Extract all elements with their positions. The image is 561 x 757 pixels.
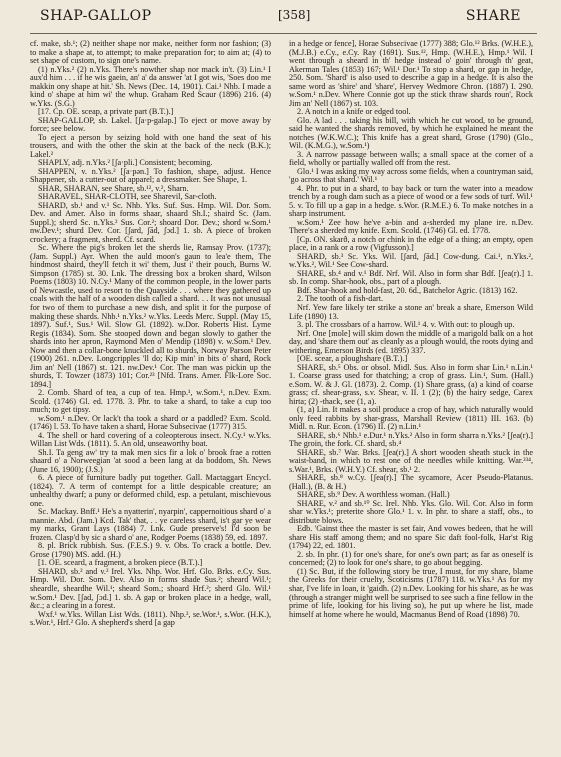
dictionary-paragraph: 8. pl. Brick rubbish. Sus. (F.E.S.) 9. v. Obs. To crack a bottle. Dev. Grose (1790) MS. add. (H.)	[30, 541, 271, 559]
dictionary-paragraph: SHAPLY, adj. n.Yks.² [ʃa·pli.] Consistent; becoming.	[38, 158, 213, 168]
dictionary-paragraph: SHAP-GALLOP, sb. Lakel. [ʃa·p-galəp.] To eject or move away by force; see below.	[30, 115, 271, 134]
dictionary-paragraph: SHARE, sb.⁸ w.Cy. [ʃea(r).] The sycamore, Acer Pseudo-Platanus. (Hall.), (B. & H.)	[289, 473, 533, 491]
dictionary-paragraph: 3. A narrow passage between walls; a small space at the corner of a field, wholly or partially walled off from the rest.	[289, 149, 533, 168]
dictionary-paragraph: cf. make, sb.¹; (2) neither shape nor make, neither form nor fashion; (3) to make a shape at, to attempt; to make preparation for; to aim at; (4) to set shape of custom, to sign one's name.	[30, 40, 271, 66]
dictionary-paragraph: Edb. 'Gainst thee the master is set fair, And vowes bedeen, that he will share His staff among them; and no spare Sic daft fool-folk, Har'st Rig (1794) 22, ed. 1801.	[289, 524, 533, 551]
dictionary-paragraph: 6. A piece of furniture badly put together. Gall. Mactaggart Encycl. (1824). 7. A term of contempt for a little despicable creature; an unhealthy dwarf; a puny or deformed child, esp. a petulant, mischievous one.	[30, 473, 271, 508]
dictionary-paragraph: Sc. Where the pig's broken let the sherds lie, Ramsay Prov. (1737); (Jam. Suppl.) Ayr. When the auld moon's gaun to lea'e them, The hindmost shaird, they'll fetch it wi' them, Just i' their pouch, Burns W. Simpson (1785) st. 30. Lnk. The dressing box a broken shard, Wilson Poems (1803) 10. N.Cy.¹ Many of the common people, in the lower parts of Newcastle, used to resort to the Quayside . . . where they gathered up coals with the half of a wooden dish called a shard. . . It was not unusual for two of them to purchase a new dish, and split it for the purpose of making these shards. Nhb.¹ n.Yks.² w.Yks. Leeds Merc. Suppl. (May 15, 1897). Suf.¹, Sus.¹ Wil. Slow Gl. (1892). w.Dor. Roberts Hist. Lyme Regis (1834). Som. She stooped down and began slowly to gather the shards into her apron, Raymond Men o' Mendip (1898) v. w.Som.¹ Dev. Now and then a collar-bone knuckled all to shurds, Norway Parson Peter (1900) 261. n.Dev. Longcripples 'll do; Kip min' in bits o' shard, Rock Jim an' Nell (1867) st. 121. nw.Dev.¹ Cor. The man was pickin up the shurds, T. Towzer (1873) 101; Cor.²³ [Nfd. Trans. Amer. Flk-Lore Soc. 1894.]	[30, 243, 271, 389]
dictionary-paragraph: w.Som.¹ Zee how he've a-bin and a-sherded my plane ire. n.Dev. There's a sherded my knife. Exm. Scold. (1746) Gl. ed. 1778.	[289, 217, 533, 236]
header-left-guideword: SHAP-GALLOP	[40, 8, 152, 24]
dictionary-paragraph: Nrf. One [mole] will skim down the middle of a marigold balk on a hot day, and 'share them out' as cleanly as a plough would, the roots dying and withering, Emerson Birds (ed. 1895) 337.	[289, 328, 533, 355]
dictionary-paragraph: Bdf. Shar-hook and hold-fast, 20. 6d., Batchelor Agric. (1813) 162.	[297, 285, 518, 295]
dictionary-paragraph: SHARD, sb.² and v.² Irel. Yks. Nhp. Wor. Hrf. Glo. Brks. e.Cy. Sus. Hmp. Wil. Dor. Som. Dev. Also in forms shade Sus.²; sheard Wil.¹; sheardle, sheardhe Wil.¹; sheard Som.; shoard Hrf.²; sherd Glo. Wil.¹ w.Som.¹ Dev. [ʃad, ʃɔd.] 1. sb. A gap or broken place in a hedge, wall, &c.; a clearing in a forest.	[30, 566, 271, 611]
dictionary-paragraph: 3. pl. The crossbars of a harrow. Wil.¹ 4. v. With out: to plough up.	[297, 320, 515, 330]
dictionary-paragraph: SHARE, sb.⁶ Nhb.¹ e.Dur.¹ n.Yks.² Also in form sharra n.Yks.² [ʃea(r).] The groin, the fork. Cf. shard, sb.⁴	[289, 430, 533, 449]
header-rule	[30, 33, 537, 34]
dictionary-paragraph: Sh.I. Ta geng aw' try ta mak men sics fir a lok o' brook frae a rotten shaard o' a Norweegian 'at sood a been lang at da boddom, Sh. News (June 16, 1900); (J.S.)	[30, 447, 271, 474]
dictionary-paragraph: Glo. A lad . . . taking his bill, with which he cut wood, to be ground, said he wanted the shards removed, by which he explained he meant the notches (W.K.W.C.); This knife has a great shard, Grose (1790) (Glo., Wil. (K.M.G.), w.Som.¹)	[289, 115, 533, 151]
dictionary-paragraph: 4. The shell or hard covering of a coleopterous insect. N.Cy.¹ w.Yks. Willan List Wds. (1811). 5. An old, unseaworthy boat.	[30, 430, 271, 449]
dictionary-paragraph: Sc. Mackay. Bnff.¹ He's a nyatterin', nyarpin', cappernoitious shard o' a mannie. Abd. (Jam.) Kcd. Tak' that, . . ye careless shard, is't gar ye wear my marks, Grant Lays (1884) 7. Lnk. Gude preserve's! I'd soon be frozen. Clasp'd by sic a shard o' ane, Rodger Poems (1838) 59, ed. 1897.	[30, 507, 271, 542]
dictionary-paragraph: (1, a) Lin. It makes a soil produce a crop of hay, which naturally would only feed rabbits by shar-grass, Marshall Review (1811) III. 163. (b) Midl. n. Rur. Econ. (1796) II. (2) n.Lin.¹	[289, 405, 533, 432]
dictionary-paragraph: 2. A notch in a knife or edged tool.	[297, 107, 411, 117]
dictionary-paragraph: SHAPPEN, v. n.Yks.² [ʃa·pən.] To fashion, shape, adjust. Hence Shappener, sb. a cutter-out of apparel; a dressmaker. See Shape, 1.	[30, 166, 271, 185]
dictionary-paragraph: SHARAVEL, SHAR-CLOTH, see Sharevil, Sar-cloth.	[38, 192, 217, 202]
dictionary-paragraph: SHARE, sb.⁵ Obs. or obsol. Midl. Sus. Also in form shar Lin.¹ n.Lin.¹ 1. Coarse grass used for thatching; a crop of grass. Lin.¹, Sum. (Hall.) e.Som. W. & J. Gl. (1873). 2. Comp. (1) Share grass, (a) a kind of coarse grass; cf. shear-grass, s.v. Shear, v. II. 1 (2); (b) the hairy sedge, Carex hirta; (2) -thack, see (1, a).	[289, 362, 533, 406]
dictionary-paragraph: Glo.¹ I was asking my way across some fields, when a countryman said, 'go across that shard.' Wil.¹	[289, 166, 533, 185]
dictionary-paragraph: SHARD, sb.³ Sc. Yks. Wil. [ʃard, ʃād.] Cow-dung. Cai.¹, n.Yks.², w.Yks.², Wil.¹ See Cow-shard.	[289, 251, 533, 270]
dictionary-paragraph: [17. Cp. OE. sceap, a private part (B.T.).]	[38, 107, 174, 117]
dictionary-paragraph: [Cp. ON. skarð, a notch or chink in the edge of a thing; an empty, open place, in a rank or a row (Vigfusson).]	[289, 234, 533, 253]
dictionary-paragraph: w.Som.¹ n.Dev. Or lack't tha took a shard or a paddled? Exm. Scold. (1746) l. 53. To have taken a shard, Horae Subsecivae (1777) 315.	[30, 413, 271, 432]
dictionary-paragraph: SHARE, sb.⁹ Dev. A worthless woman. (Hall.)	[297, 490, 450, 500]
dictionary-paragraph: SHARE, v.² and sb.¹⁰ Sc. Irel. Nhb. Yks. Glo. Wil. Cor. Also in form shar w.Yks.¹; preterite shore Glo.¹ 1. v. In phr. to share a staff, obs., to distribute blows.	[289, 498, 533, 525]
left-column	[30, 40, 271, 752]
dictionary-paragraph: SHARD, sb.¹ and v.¹ Sc. Nhb. Yks. Suf. Sus. Hmp. Wil. Dor. Som. Dev. and Amer. Also in forms shaar, shaard Sh.I.; shaird Sc. (Jam. Suppl.); sherd Sc. n.Yks.² Sus. Cor.²; shoard Dor. Dev.; shord w.Som.¹ nw.Dev.¹; shurd Dev. Cor. [ʃard, ʃād, ʃɔd.] 1. sb. A piece of broken crockery; a fragment, sherd. Cf. scard.	[30, 200, 271, 244]
dictionary-paragraph: 2. sb. In phr. (1) for one's share, for one's own part; as far as oneself is concerned; (2) to look for one's share, to go about begging.	[289, 549, 533, 568]
dictionary-paragraph: (1) Sc. But, if the following story be true, I must, for my share, blame the Greeks for their cruelty, Scoticisms (1787) 118. w.Yks.¹ As for my shar, I've life in loan, it 'gaidh. (2) n.Dev. Looking for his share, as he was (through a stranger might well be surprised to see such a fine fellow in the prime of life, looking for his living so), he put up where he list, made himself at home where he would, Macmanus Bend of Road (1898) 70.	[289, 566, 533, 619]
dictionary-paragraph: in a hedge or fence], Horae Subsecivae (1777) 388; Glo.¹² Brks. (W.H.E.), (M.J.B.) e.Cy., e.Cy. Ray (1691). Sus.¹², Hmp. (W.H.E.), Hmp.¹ Wil. I went through a sheard in th' hedge instead o' goin' through th' geat, Akerman Tales (1853) 167; Wil.¹ Dor.¹ To stop a shard, or gap in hedge, 250. Som. 'Shard' is also used to describe a gap in a hedge. It is also the same word as 'shire' and 'share', Hervey Wedmore Chron. (1887) I. 290. w.Som.¹ n.Dev. Where Connie got up the stick thraw shards roun', Rock Jim an' Nell (1867) st. 103.	[289, 40, 533, 108]
page-header	[30, 8, 539, 32]
right-column	[289, 40, 533, 752]
dictionary-paragraph: SHARE, sb.⁴ and v.¹ Bdf. Nrf. Wil. Also in form shar Bdf. [ʃea(r).] 1. sb. In comp. Shar-hook, obs., part of a plough.	[289, 268, 533, 287]
dictionary-paragraph: SHAR, SHARAN, see Share, sb.¹², v.², Sharn.	[38, 183, 189, 193]
dictionary-paragraph: To eject a person by seizing hold with one hand the seat of his trousers, and with the other the skin at the back of the neck (B.K.); Lakel.²	[30, 132, 271, 159]
page-number: [358]	[278, 8, 311, 22]
dictionary-paragraph: SHARE, sb.⁷ War. Brks. [ʃea(r).] A short wooden sheath stuck in the waist-band, in which to rest one of the needles while knitting. War.²³⁴, s.War.¹, Brks. (W.H.Y.) Cf. shear, sb.¹ 2.	[289, 447, 533, 474]
dictionary-paragraph: (1) n.Yks.² (2) n.Yks. There's nowther shap nor mack in't. (3) Lin.¹ I aux'd him . . . if he wis gaein, an' a' da answer 'at I got wis, 'Soes doo me makkin ony shape at hit.' Sh. News (Dec. 14, 1901). Cai.¹ Nhb. I made a kind o' shape at him wi' the whup. Graham Red Scaur (1896) 216. (4) w.Yks. (S.G.)	[30, 64, 271, 108]
dictionary-paragraph: [OE. scear, a ploughshare (B.T.).]	[297, 354, 408, 364]
header-right-guideword: SHARE	[465, 8, 521, 24]
dictionary-paragraph: 2. Comb. Shard of tea, a cup of tea. Hmp.¹, w.Som.¹, n.Dev. Exm. Scold. (1746) Gl. ed. 1778. 3. Phr. to take a shard, to take a cup too much; to get tipsy.	[30, 388, 271, 415]
dictionary-paragraph: [1. OE. sceard, a fragment, a broken piece (B.T.).]	[38, 558, 203, 568]
dictionary-paragraph: 4. Phr. to put in a shard, to bay back or turn the water into a meadow trench by a rough dam such as a piece of wood or a few sods of turf. Wil.¹ 5. v. To fill up a gap in a hedge. s.Wor. (R.M.E.) 6. To make notches in a sharp instrument.	[289, 183, 533, 219]
dictionary-paragraph: Nrf. Yew fare likely ter strike a stone an' break a share, Emerson Wild Life (1890) 13.	[289, 302, 533, 321]
dictionary-paragraph: Wxf.¹ w.Yks. Willan List Wds. (1811). Nhp.², se.Wor.¹, s.Wor. (H.K.), s.Wor.¹, Hrf.² Glo. A shepherd's sherd [a gap	[30, 609, 271, 628]
dictionary-paragraph: 2. The tooth of a fish-dart.	[297, 294, 384, 304]
